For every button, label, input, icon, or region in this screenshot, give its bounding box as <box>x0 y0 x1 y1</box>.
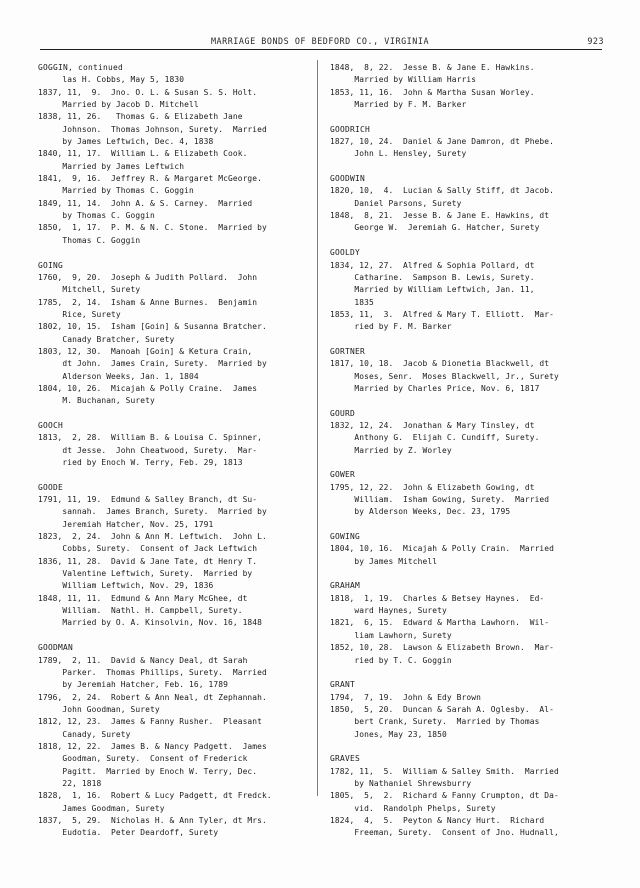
surname-entry-block <box>38 482 310 630</box>
marriage-record-line: William Leftwich, Nov. 29, 1836 <box>38 581 214 591</box>
marriage-record-line: M. Buchanan, Surety <box>38 396 155 406</box>
surname-entry-block <box>38 62 310 247</box>
surname-heading: GRAHAM <box>330 581 361 591</box>
marriage-record-line: Married by Thomas C. Goggin <box>38 186 194 196</box>
marriage-record-line: Alderson Weeks, Jan. 1, 1804 <box>38 371 199 381</box>
entry-separator <box>330 161 602 173</box>
entry-separator <box>330 457 602 469</box>
surname-heading: GOODMAN <box>38 643 74 653</box>
marriage-record-line: by James Leftwich, Dec. 4, 1838 <box>38 137 214 147</box>
marriage-record-line: 1835 <box>330 297 374 307</box>
marriage-record-line: 1848, 8, 21. Jesse B. & Jane E. Hawkins, dt <box>330 211 550 221</box>
marriage-record-line: Canady Bratcher, Surety <box>38 334 175 344</box>
marriage-record-line: Moses, Senr. Moses Blackwell, Jr., Surety <box>330 371 559 381</box>
marriage-record-line: 22, 1818 <box>38 778 102 788</box>
marriage-record-line: Johnson. Thomas Johnson, Surety. Married <box>38 124 267 134</box>
surname-entry-block <box>330 580 602 666</box>
surname-entry-block <box>38 260 310 408</box>
marriage-record-line: Valentine Leftwich, Surety. Married by <box>38 569 253 579</box>
marriage-record-line: Married by James Leftwich <box>38 161 185 171</box>
marriage-record-line: John Goodman, Surety <box>38 704 160 714</box>
marriage-record-line: 1853, 11, 3. Alfred & Mary T. Elliott. Mar- <box>330 309 555 319</box>
marriage-record-line: Jones, May 23, 1850 <box>330 729 447 739</box>
marriage-record-line: ried by Enoch W. Terry, Feb. 29, 1813 <box>38 458 243 467</box>
marriage-record-line: 1850, 5, 20. Duncan & Sarah A. Oglesby. Al- <box>330 704 555 714</box>
running-head-title: MARRIAGE BONDS OF BEDFORD CO., VIRGINIA <box>210 36 430 46</box>
marriage-record-line: 1802, 10, 15. Isham [Goin] & Susanna Bratcher. <box>38 322 267 332</box>
marriage-record-line: dt Jesse. John Cheatwood, Surety. Mar- <box>38 445 258 455</box>
marriage-record-line: James Goodman, Surety <box>38 803 165 813</box>
marriage-record-line: 1848, 8, 22. Jesse B. & Jane E. Hawkins. <box>330 63 535 72</box>
entry-separator <box>330 395 602 407</box>
marriage-record-line: 1832, 12, 24. Jonathan & Mary Tinsley, dt <box>330 420 535 430</box>
marriage-record-line: 1852, 10, 28. Lawson & Elizabeth Brown. Mar- <box>330 643 555 653</box>
marriage-record-line: Anthony G. Elijah C. Cundiff, Surety. <box>330 433 540 443</box>
marriage-record-line: by James Mitchell <box>330 556 438 566</box>
marriage-record-line: ried by F. M. Barker <box>330 322 452 332</box>
marriage-record-line: 1818, 12, 22. James B. & Nancy Padgett. James <box>38 741 267 751</box>
surname-entry-block <box>330 247 602 333</box>
marriage-record-line: 1850, 1, 17. P. M. & N. C. Stone. Married by <box>38 223 267 233</box>
marriage-record-line: dt John. James Crain, Surety. Married by <box>38 359 267 369</box>
marriage-record-line: 1804, 10, 16. Micajah & Polly Crain. Married <box>330 544 555 554</box>
marriage-record-line: 1837, 11, 9. Jno. O. L. & Susan S. S. Holt. <box>38 87 258 97</box>
right-text-column <box>330 62 602 840</box>
page-header <box>0 36 640 60</box>
marriage-record-line: George W. Jeremiah G. Hatcher, Surety <box>330 223 540 233</box>
marriage-record-line: ward Haynes, Surety <box>330 606 447 616</box>
marriage-record-line: Catharine. Sampson B. Lewis, Surety. <box>330 272 535 282</box>
marriage-record-line: liam Lawhorn, Surety <box>330 630 452 640</box>
marriage-record-line: 1760, 9, 20. Joseph & Judith Pollard. John <box>38 272 258 282</box>
marriage-record-line: 1834, 12, 27. Alfred & Sophia Pollard, dt <box>330 260 535 270</box>
marriage-record-line: John L. Hensley, Surety <box>330 149 467 159</box>
surname-entry-block <box>38 420 310 469</box>
marriage-record-line: Eudotia. Peter Deardoff, Surety <box>38 828 219 838</box>
surname-heading: GRANT <box>330 680 356 690</box>
marriage-record-line: Pagitt. Married by Enoch W. Terry, Dec. <box>38 766 258 776</box>
entry-separator <box>330 519 602 531</box>
marriage-record-line: by Jeremiah Hatcher, Feb. 16, 1789 <box>38 680 228 690</box>
surname-entry-block <box>330 753 602 839</box>
marriage-record-line: 1805, 5, 2. Richard & Fanny Crumpton, dt Da- <box>330 791 559 801</box>
surname-entry-block <box>330 124 602 161</box>
marriage-record-line: 1818, 1, 19. Charles & Betsey Haynes. Ed- <box>330 593 545 603</box>
surname-entry-block <box>330 408 602 457</box>
surname-heading: GOING <box>38 260 64 270</box>
marriage-record-line: Married by William Leftwich, Jan. 11, <box>330 285 535 295</box>
marriage-record-line: Married by Charles Price, Nov. 6, 1817 <box>330 383 540 393</box>
column-divider <box>317 60 318 796</box>
entry-separator <box>330 741 602 753</box>
marriage-record-line: 1853, 11, 16. John & Martha Susan Worley. <box>330 87 535 97</box>
marriage-record-line: 1791, 11, 19. Edmund & Salley Branch, dt Su- <box>38 495 258 505</box>
header-rule <box>40 49 602 50</box>
marriage-record-line: 1794, 7, 19. John & Edy Brown <box>330 692 481 702</box>
marriage-record-line: Married by F. M. Barker <box>330 100 467 110</box>
marriage-record-line: Married by William Harris <box>330 75 477 85</box>
marriage-record-line: 1785, 2, 14. Isham & Anne Burnes. Benjamin <box>38 297 258 307</box>
entry-separator <box>330 667 602 679</box>
marriage-record-line: sannah. James Branch, Surety. Married by <box>38 507 267 517</box>
surname-entry-block <box>330 346 602 395</box>
marriage-record-line: by Alderson Weeks, Dec. 23, 1795 <box>330 507 511 517</box>
marriage-record-line: 1820, 10, 4. Lucian & Sally Stiff, dt Jacob. <box>330 186 555 196</box>
marriage-record-line: las H. Cobbs, May 5, 1830 <box>38 75 185 85</box>
marriage-record-line: 1841, 9, 16. Jeffrey R. & Margaret McGeorge. <box>38 174 263 184</box>
marriage-record-line: 1848, 11, 11. Edmund & Ann Mary McGhee, dt <box>38 593 248 603</box>
marriage-record-line: Married by Z. Worley <box>330 445 452 455</box>
entry-separator <box>330 111 602 123</box>
marriage-record-line: William. Isham Gowing, Surety. Married <box>330 495 550 505</box>
surname-heading: GOGGIN, continued <box>38 63 124 72</box>
marriage-record-line: 1849, 11, 14. John A. & S. Carney. Married <box>38 198 253 208</box>
marriage-record-line: by Nathaniel Shrewsburry <box>330 778 472 788</box>
marriage-record-line: 1782, 11, 5. William & Salley Smith. Married <box>330 766 559 776</box>
marriage-record-line: William. Nathl. H. Campbell, Surety. <box>38 606 243 616</box>
surname-heading: GOOLDY <box>330 248 361 258</box>
marriage-record-line: 1817, 10, 18. Jacob & Dionetia Blackwell, dt <box>330 359 550 369</box>
marriage-record-line: bert Crank, Surety. Married by Thomas <box>330 717 540 727</box>
surname-heading: GRAVES <box>330 754 361 764</box>
surname-heading: GOWING <box>330 532 361 542</box>
marriage-record-line: 1804, 10, 26. Micajah & Polly Craine. James <box>38 383 258 393</box>
marriage-record-line: 1823, 2, 24. John & Ann M. Leftwich. John L. <box>38 532 267 542</box>
entry-separator <box>38 630 310 642</box>
marriage-record-line: 1803, 12, 30. Manoah [Goin] & Ketura Crain, <box>38 346 253 356</box>
marriage-record-line: Parker. Thomas Phillips, Surety. Married <box>38 667 267 677</box>
marriage-record-line: Mitchell, Surety <box>38 285 141 295</box>
marriage-record-line: 1840, 11, 17. William L. & Elizabeth Cook. <box>38 149 248 159</box>
surname-heading: GOWER <box>330 470 356 480</box>
surname-heading: GOURD <box>330 408 356 418</box>
marriage-record-line: by Thomas C. Goggin <box>38 211 155 221</box>
entry-separator <box>38 469 310 481</box>
marriage-record-line: Cobbs, Surety. Consent of Jack Leftwich <box>38 544 258 554</box>
marriage-record-line: 1836, 11, 28. David & Jane Tate, dt Henry T. <box>38 556 258 566</box>
marriage-record-line: 1827, 10, 24. Daniel & Jane Damron, dt Phebe. <box>330 137 555 147</box>
surname-heading: GORTNER <box>330 346 366 356</box>
marriage-record-line: Jeremiah Hatcher, Nov. 25, 1791 <box>38 519 214 529</box>
marriage-record-line: Married by Jacob D. Mitchell <box>38 100 199 110</box>
entry-separator <box>330 235 602 247</box>
marriage-record-line: 1796, 2, 24. Robert & Ann Neal, dt Zephannah. <box>38 692 267 702</box>
marriage-record-line: Goodman, Surety. Consent of Frederick <box>38 754 248 764</box>
surname-entry-block <box>330 469 602 518</box>
surname-entry-block <box>330 62 602 111</box>
marriage-record-line: 1813, 2, 28. William B. & Louisa C. Spinner, <box>38 433 263 443</box>
marriage-record-line: 1812, 12, 23. James & Fanny Rusher. Pleasant <box>38 717 263 727</box>
surname-entry-block <box>38 642 310 840</box>
marriage-record-line: 1828, 1, 16. Robert & Lucy Padgett, dt Fredck. <box>38 791 272 801</box>
surname-heading: GOOCH <box>38 420 64 430</box>
marriage-record-line: 1821, 6, 15. Edward & Martha Lawhorn. Wil- <box>330 618 550 628</box>
entry-separator <box>330 568 602 580</box>
surname-entry-block <box>330 679 602 741</box>
surname-entry-block <box>330 531 602 568</box>
marriage-record-line: 1837, 5, 29. Nicholas H. & Ann Tyler, dt Mrs. <box>38 815 267 825</box>
marriage-record-line: ried by T. C. Goggin <box>330 655 452 665</box>
surname-heading: GOODRICH <box>330 124 371 134</box>
left-text-column <box>38 62 310 840</box>
marriage-record-line: Freeman, Surety. Consent of Jno. Hudnall, <box>330 828 559 838</box>
marriage-record-line: 1838, 11, 26. Thomas G. & Elizabeth Jane <box>38 112 243 122</box>
marriage-record-line: Married by O. A. Kinsolvin, Nov. 16, 1848 <box>38 618 263 628</box>
marriage-record-line: Thomas C. Goggin <box>38 235 141 245</box>
marriage-record-line: Daniel Parsons, Surety <box>330 198 462 208</box>
marriage-record-line: Canady, Surety <box>38 729 131 739</box>
marriage-record-line: 1795, 12, 22. John & Elizabeth Gowing, dt <box>330 482 535 492</box>
surname-entry-block <box>330 173 602 235</box>
marriage-record-line: 1789, 2, 11. David & Nancy Deal, dt Sarah <box>38 655 248 665</box>
entry-separator <box>330 334 602 346</box>
page-number: 923 <box>587 36 604 46</box>
entry-separator <box>38 247 310 259</box>
marriage-record-line: Rice, Surety <box>38 309 121 319</box>
entry-separator <box>38 408 310 420</box>
surname-heading: GOODE <box>38 482 64 492</box>
marriage-record-line: vid. Randolph Phelps, Surety <box>330 803 496 813</box>
surname-heading: GOODWIN <box>330 174 366 184</box>
marriage-record-line: 1824, 4, 5. Peyton & Nancy Hurt. Richard <box>330 815 545 825</box>
